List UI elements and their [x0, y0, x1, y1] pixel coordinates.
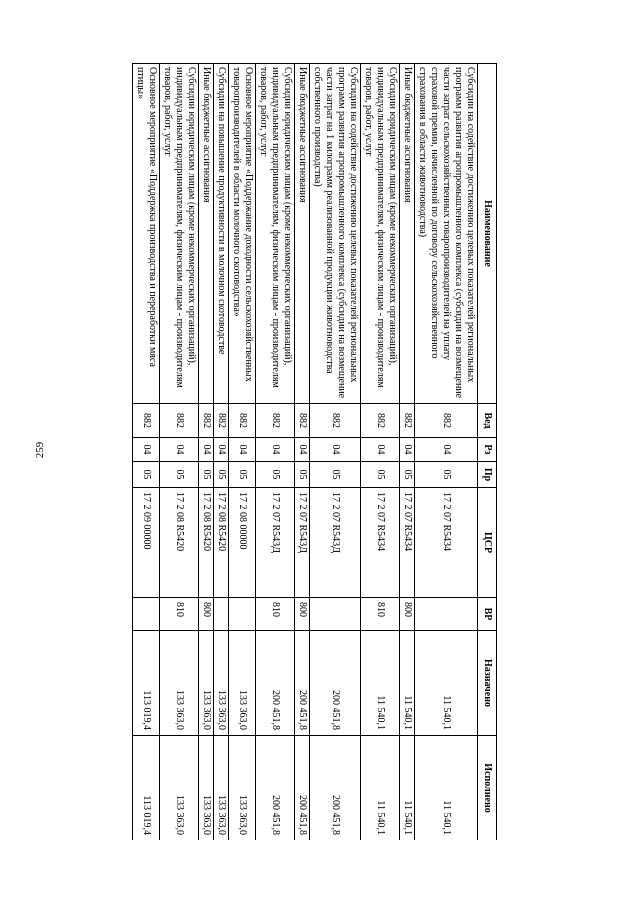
- cell-ved: 882: [133, 404, 160, 438]
- cell-planned: 200 451,8: [295, 631, 310, 736]
- cell-csr: 17 2 07 R543Д: [310, 488, 361, 598]
- cell-pr: 05: [229, 462, 256, 488]
- cell-ved: 882: [295, 404, 310, 438]
- cell-csr: 17 2 08 R5420: [199, 488, 214, 598]
- cell-ved: 882: [310, 404, 361, 438]
- header-executed: Исполнено: [478, 736, 497, 841]
- cell-executed: 11 540,1: [415, 736, 478, 841]
- budget-table: [132, 63, 497, 840]
- cell-csr: 17 2 07 R543Д: [295, 488, 310, 598]
- table-row: [310, 64, 361, 841]
- cell-vr: [133, 598, 160, 631]
- cell-csr: 17 2 09 00000: [133, 488, 160, 598]
- page-number: 259: [34, 441, 46, 459]
- cell-pr: 05: [310, 462, 361, 488]
- cell-executed: 11 540,1: [400, 736, 415, 841]
- cell-csr: 17 2 07 R543Д: [256, 488, 295, 598]
- cell-planned: 133 363,0: [229, 631, 256, 736]
- cell-rz: 04: [415, 438, 478, 462]
- cell-pr: 05: [160, 462, 199, 488]
- cell-name: Субсидии юридическим лицам (кроме некоммерческих организаций), индивидуальным предпринимателям, физическим лицам - производителям товаров, работ, услуг: [256, 64, 295, 404]
- header-rz: Рз: [478, 438, 497, 462]
- cell-ved: 882: [415, 404, 478, 438]
- cell-csr: 17 2 07 R5434: [400, 488, 415, 598]
- cell-name: Субсидии на содействие достижению целевых показателей региональных программ развития агропромышленного комплекса (субсидии на возмещение части затрат сельскохозяйственных товаропроизводителей на уплату страховой премии, начисленной по договору сельскохозяйственного страхования в области животноводства): [415, 64, 478, 404]
- cell-rz: 04: [295, 438, 310, 462]
- cell-executed: 133 363,0: [214, 736, 229, 841]
- table-row: [400, 64, 415, 841]
- cell-executed: 11 540,1: [361, 736, 400, 841]
- cell-executed: 133 363,0: [199, 736, 214, 841]
- cell-executed: 200 451,8: [295, 736, 310, 841]
- cell-name: Субсидии юридическим лицам (кроме некоммерческих организаций), индивидуальным предпринимателям, физическим лицам - производителям товаров, работ, услуг: [361, 64, 400, 404]
- table-row: [415, 64, 478, 841]
- cell-ved: 882: [160, 404, 199, 438]
- cell-planned: 133 363,0: [199, 631, 214, 736]
- cell-pr: 05: [199, 462, 214, 488]
- cell-pr: 05: [400, 462, 415, 488]
- cell-rz: 04: [199, 438, 214, 462]
- budget-table-rotated: [86, 63, 497, 840]
- table-row: [133, 64, 160, 841]
- cell-pr: 05: [295, 462, 310, 488]
- cell-vr: [214, 598, 229, 631]
- cell-ved: 882: [400, 404, 415, 438]
- cell-name: Иные бюджетные ассигнования: [295, 64, 310, 404]
- cell-ved: 882: [214, 404, 229, 438]
- table-row: [199, 64, 214, 841]
- cell-vr: 810: [361, 598, 400, 631]
- cell-planned: 11 540,1: [361, 631, 400, 736]
- cell-rz: 04: [160, 438, 199, 462]
- cell-planned: 200 451,8: [256, 631, 295, 736]
- cell-planned: 11 540,1: [415, 631, 478, 736]
- cell-pr: 05: [214, 462, 229, 488]
- table-row: [160, 64, 199, 841]
- cell-vr: 800: [199, 598, 214, 631]
- cell-executed: 200 451,8: [256, 736, 295, 841]
- cell-planned: 113 019,4: [133, 631, 160, 736]
- cell-planned: 133 363,0: [214, 631, 229, 736]
- cell-vr: [229, 598, 256, 631]
- cell-pr: 05: [256, 462, 295, 488]
- cell-rz: 04: [214, 438, 229, 462]
- cell-ved: 882: [256, 404, 295, 438]
- cell-name: Иные бюджетные ассигнования: [400, 64, 415, 404]
- cell-vr: 810: [256, 598, 295, 631]
- cell-planned: 11 540,1: [400, 631, 415, 736]
- table-header-row: [478, 64, 497, 841]
- cell-csr: 17 2 07 R5434: [415, 488, 478, 598]
- cell-ved: 882: [199, 404, 214, 438]
- cell-name: Субсидии на повышение продуктивности в молочном скотоводстве: [214, 64, 229, 404]
- table-row: [295, 64, 310, 841]
- cell-csr: 17 2 08 00000: [229, 488, 256, 598]
- cell-name: Основное мероприятие «Поддержка производства и переработки мяса птицы»: [133, 64, 160, 404]
- cell-rz: 04: [133, 438, 160, 462]
- table-row: [214, 64, 229, 841]
- cell-rz: 04: [310, 438, 361, 462]
- cell-vr: 810: [160, 598, 199, 631]
- cell-rz: 04: [256, 438, 295, 462]
- cell-executed: 133 363,0: [160, 736, 199, 841]
- cell-planned: 200 451,8: [310, 631, 361, 736]
- budget-table-frame: [86, 63, 497, 840]
- header-vr: ВР: [478, 598, 497, 631]
- header-csr: ЦСР: [478, 488, 497, 598]
- cell-ved: 882: [361, 404, 400, 438]
- header-ved: Вед: [478, 404, 497, 438]
- cell-pr: 05: [361, 462, 400, 488]
- cell-rz: 04: [229, 438, 256, 462]
- header-planned: Назначено: [478, 631, 497, 736]
- cell-rz: 04: [361, 438, 400, 462]
- cell-name: Иные бюджетные ассигнования: [199, 64, 214, 404]
- cell-name: Основное мероприятие «Поддержание доходности сельскохозяйственных товаропроизводителей в области молочного скотоводства»: [229, 64, 256, 404]
- cell-ved: 882: [229, 404, 256, 438]
- cell-csr: 17 2 08 R5420: [214, 488, 229, 598]
- cell-planned: 133 363,0: [160, 631, 199, 736]
- cell-csr: 17 2 07 R5434: [361, 488, 400, 598]
- cell-vr: 800: [295, 598, 310, 631]
- header-name: Наименование: [478, 64, 497, 404]
- cell-rz: 04: [400, 438, 415, 462]
- header-pr: Пр: [478, 462, 497, 488]
- table-row: [256, 64, 295, 841]
- cell-executed: 133 363,0: [229, 736, 256, 841]
- cell-vr: [415, 598, 478, 631]
- table-row: [229, 64, 256, 841]
- cell-executed: 200 451,8: [310, 736, 361, 841]
- cell-csr: 17 2 08 R5420: [160, 488, 199, 598]
- cell-pr: 05: [133, 462, 160, 488]
- table-row: [361, 64, 400, 841]
- cell-executed: 113 019,4: [133, 736, 160, 841]
- cell-vr: [310, 598, 361, 631]
- cell-vr: 800: [400, 598, 415, 631]
- cell-name: Субсидии на содействие достижению целевых показателей региональных программ развития агропромышленного комплекса (субсидии на возмещение части затрат на 1 килограмм реализованной продукции животноводства собственного производства): [310, 64, 361, 404]
- cell-pr: 05: [415, 462, 478, 488]
- cell-name: Субсидии юридическим лицам (кроме некоммерческих организаций), индивидуальным предпринимателям, физическим лицам - производителям товаров, работ, услуг: [160, 64, 199, 404]
